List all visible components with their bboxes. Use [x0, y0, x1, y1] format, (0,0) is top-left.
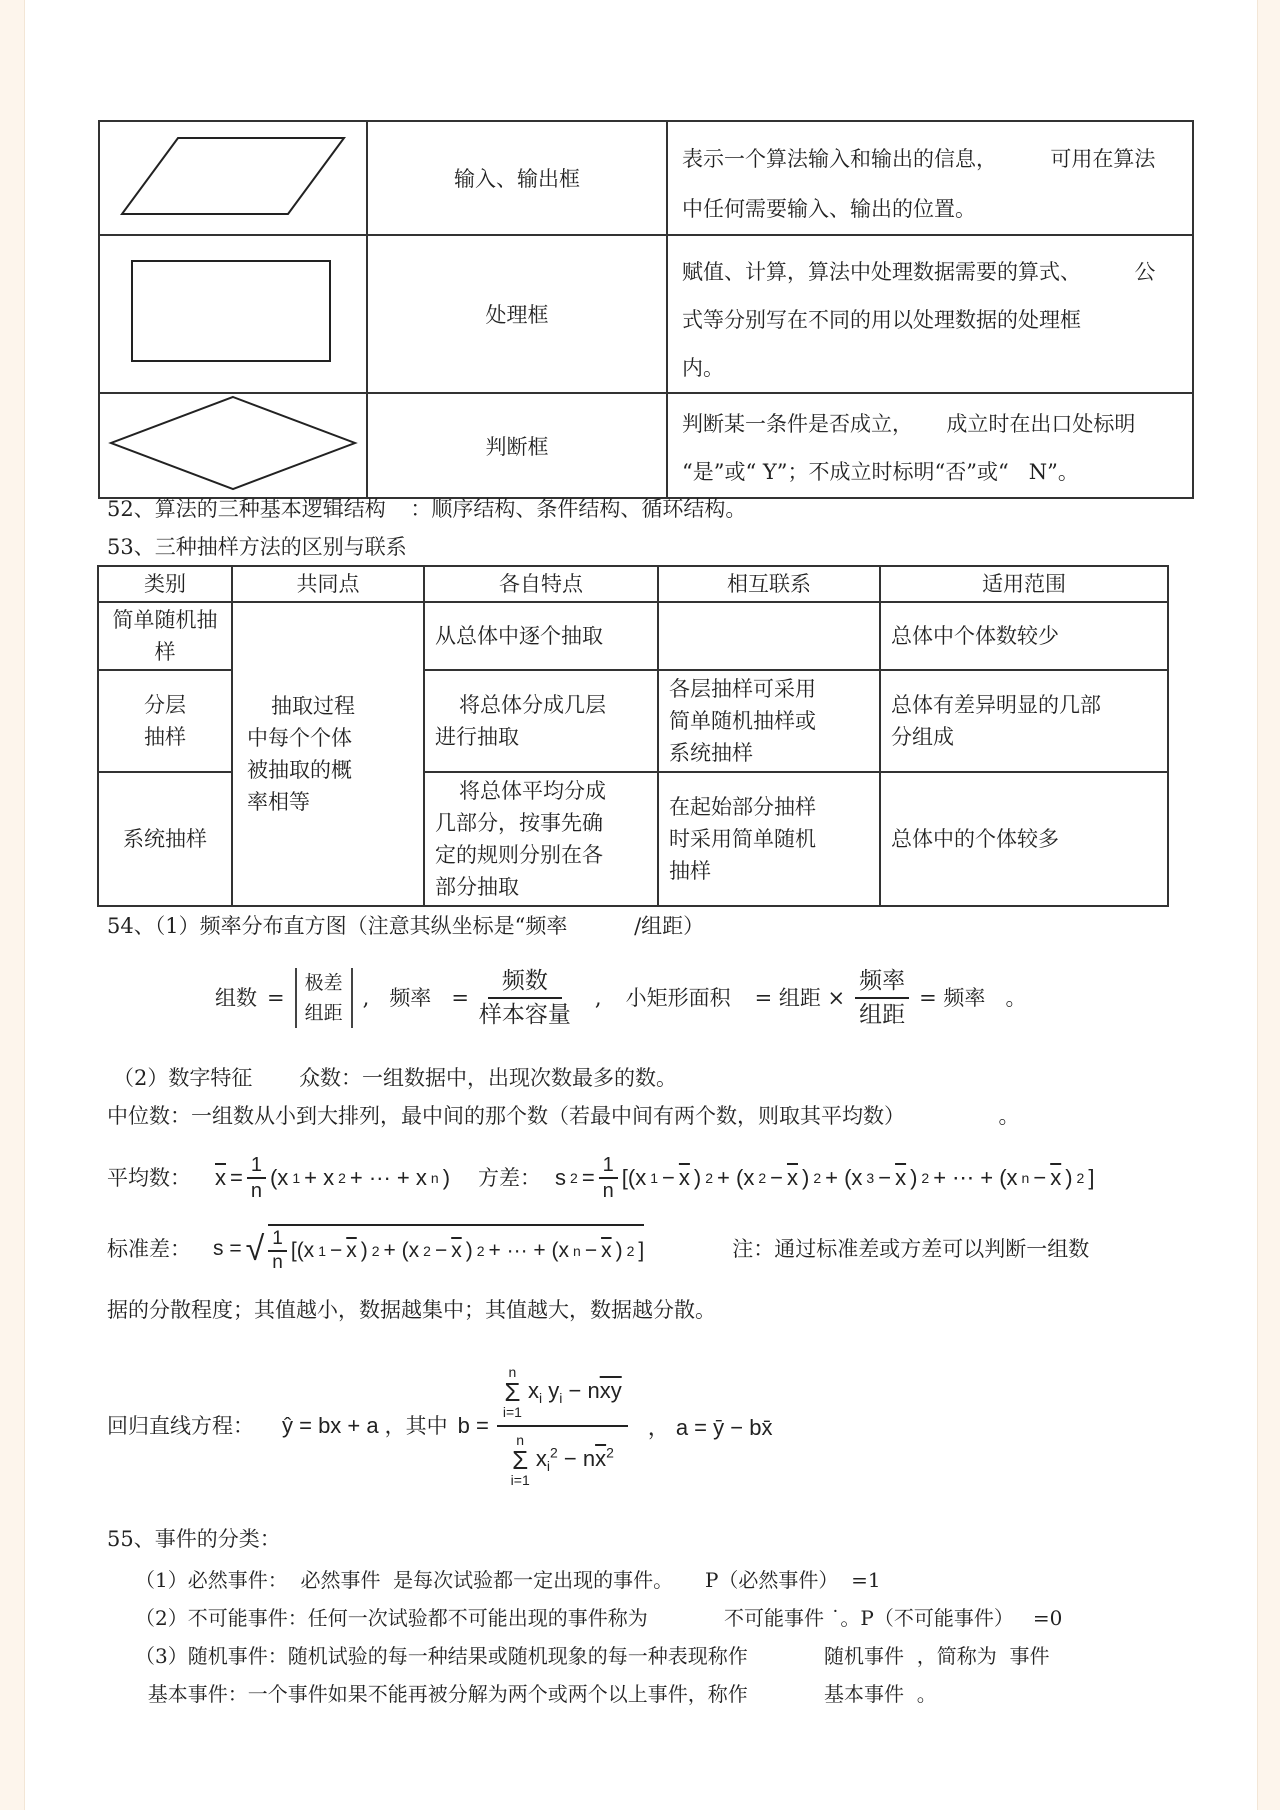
regression-label: 回归直线方程：	[107, 1414, 254, 1438]
diamond-icon	[108, 394, 358, 492]
item-53-title: 53、三种抽样方法的区别与联系	[107, 535, 407, 559]
regression-mid: ，其中	[384, 1414, 448, 1438]
category-cell	[98, 772, 232, 906]
event-line-1: （1）必然事件： 必然事件 是每次试验都一定出现的事件。 P（必然事件） =1	[135, 1568, 881, 1592]
header-cell: 适用范围	[880, 566, 1168, 602]
groups-label: 组数	[215, 986, 257, 1010]
event-line-3: （3）随机事件：随机试验的每一种结果或随机现象的每一种表现称作 随机事件 ，简称为 事件	[135, 1644, 1050, 1668]
header-cell: 类别	[98, 566, 232, 602]
shape-description	[667, 393, 1193, 498]
header-cell: 相互联系	[658, 566, 880, 602]
median-text: 中位数：一组数从小到大排列，最中间的那个数（若最中间有两个数，则取其平均数） 。	[107, 1104, 1020, 1128]
cell-line: 总体有差异明显的几部	[891, 693, 1101, 717]
shape-cell	[99, 121, 367, 235]
shape-description	[667, 235, 1193, 393]
regression-formula-row	[107, 1346, 772, 1506]
table-row	[99, 235, 1193, 393]
cell-line: 分层	[144, 693, 186, 717]
interval-denominator: 组距	[859, 1002, 906, 1028]
shape-name: 处理框	[367, 235, 667, 393]
count-label: 频数	[488, 965, 562, 999]
end-mark: 。	[1005, 986, 1027, 1010]
scope-cell	[880, 670, 1168, 772]
table-header-row	[98, 566, 1168, 602]
groups-fraction	[295, 968, 353, 1028]
cell-line: 将总体平均分成	[459, 779, 606, 803]
item-52	[107, 495, 746, 523]
feature-cell	[424, 602, 658, 670]
cell-line: 将总体分成几层	[459, 693, 606, 717]
desc-line: 表示一个算法输入和输出的信息， 可用在算法	[682, 147, 1156, 171]
regression-a: ， a = ȳ − bx̄	[647, 1414, 773, 1440]
cell-line: 抽取过程	[271, 694, 355, 718]
table-row	[99, 393, 1193, 498]
cell-line: 抽样	[144, 725, 186, 749]
scope-cell	[880, 772, 1168, 906]
scope-cell	[880, 602, 1168, 670]
header-cell: 共同点	[232, 566, 424, 602]
b-symbol: b =	[457, 1413, 489, 1438]
category-cell	[98, 602, 232, 670]
rect-area-label: 小矩形面积	[625, 986, 731, 1010]
desc-line: 内。	[682, 356, 724, 380]
item-55-title: 55、事件的分类：	[107, 1527, 281, 1551]
cell-line: 简单随机抽样或	[669, 709, 816, 733]
rectangle-icon	[128, 257, 338, 367]
std-formula-row	[107, 1218, 1089, 1280]
event-line-4: 基本事件：一个事件如果不能再被分解为两个或两个以上事件，称作 基本事件 。	[135, 1682, 937, 1706]
regression-line: ŷ = bx + a	[282, 1413, 379, 1438]
cell-line: 中每个个体	[247, 726, 352, 750]
std-formula: s = √ $\frac{1}{n}$ [(x 1 − $\overline{x}$ ) 2 + (x 2 − $\overline{x}$ ) 2 + ··· + (x n − $\overline{x}$ ) 2 ]	[213, 1224, 644, 1274]
variance-label: 方差：	[478, 1166, 542, 1190]
mean-formula: $\overline{x}$ = $\frac{1}{n}$ (x 1 + x 2 + ··· + x n )	[215, 1154, 451, 1202]
sampling-methods-table	[97, 565, 1169, 907]
cell-line: 系统抽样	[123, 827, 207, 851]
range-label: 极差	[304, 972, 343, 994]
parallelogram-icon	[118, 134, 348, 218]
cell-line: 率相等	[247, 790, 310, 814]
mean-variance-formulas	[107, 1148, 1094, 1208]
cell-line: 在起始部分抽样	[669, 795, 816, 819]
item-54-title: 54、（1）频率分布直方图（注意其纵坐标是“频率 /组距）	[107, 914, 705, 938]
item-52-label: 52、算法的三种基本逻辑结构	[107, 497, 386, 521]
cell-line: 定的规则分别在各	[435, 843, 603, 867]
common-cell	[232, 602, 424, 906]
mode-text: 众数：一组数据中，出现次数最多的数。	[299, 1066, 678, 1090]
cell-line: 几部分，按事先确	[435, 811, 603, 835]
table-row	[99, 121, 1193, 235]
variance-formula: s 2 = $\frac{1}{n}$ [(x 1 − $\overline{x}$ ) 2 + (x 2 − $\overline{x}$ ) 2 + (x 3 − $\overline{x}$ ) 2 + ⋯ + (x n − $\overline{x}$ ) 2 ]	[555, 1154, 1095, 1202]
feature-cell	[424, 772, 658, 906]
relation-cell	[658, 772, 880, 906]
cell-line: 抽样	[669, 859, 711, 883]
freq-per-interval-fraction	[855, 965, 909, 1031]
feature-cell	[424, 670, 658, 772]
rect-eq: = 组距 ×	[754, 986, 846, 1010]
category-cell	[98, 670, 232, 772]
desc-line: “是”或“ Y”；不成立时标明“否”或“ N”。	[682, 460, 1079, 484]
desc-line: 中任何需要输入、输出的位置。	[682, 197, 976, 221]
histogram-formula: 组数 = 极差 组距 , 频率 = $\frac{\text{频数}}{\text{样本容量}}$ , 小矩形面积 = 组距 × $\frac{\text{频率}}{\text{组距}}$ = 频率 。	[215, 962, 1026, 1034]
desc-line: 式等分别写在不同的用以处理数据的处理框	[682, 308, 1081, 332]
shape-name: 输入、输出框	[367, 121, 667, 235]
interval-label: 组距	[304, 1002, 343, 1024]
event-line-2: （2）不可能事件：任何一次试验都不可能出现的事件称为 不可能事件 ˙。P（不可能事件） =0	[135, 1606, 1063, 1630]
cell-line: 各层抽样可采用	[669, 677, 816, 701]
flowchart-symbol-table	[98, 120, 1194, 499]
part2-title: （2）数字特征	[113, 1066, 253, 1090]
shape-cell	[99, 235, 367, 393]
sample-size-label: 样本容量	[478, 1002, 571, 1028]
desc-line: 赋值、计算，算法中处理数据需要的算式、 公	[682, 260, 1156, 284]
cell-line: 总体中的个体较多	[891, 827, 1059, 851]
freq-numerator: 频率	[855, 965, 909, 999]
document-page	[24, 0, 1258, 1810]
shape-description	[667, 121, 1193, 235]
mean-label: 平均数：	[107, 1166, 191, 1190]
cell-line: 时采用简单随机	[669, 827, 816, 851]
cell-line: 部分抽取	[435, 875, 519, 899]
relation-cell	[658, 602, 880, 670]
cell-line: 简单随机抽	[112, 608, 218, 632]
cell-line: 系统抽样	[669, 741, 753, 765]
cell-line: 从总体中逐个抽取	[435, 624, 603, 648]
desc-line: 判断某一条件是否成立， 成立时在出口处标明	[682, 412, 1136, 436]
shape-cell	[99, 393, 367, 498]
std-label: 标准差：	[107, 1237, 191, 1261]
cell-line: 分组成	[891, 725, 954, 749]
b-fraction: n Σ i=1 $x_i$ $y_i - n\overline{xy}$ n Σ i=1 $x_i^2 - n\overline{x}^2$	[497, 1365, 628, 1487]
cell-line: 进行抽取	[435, 725, 519, 749]
shape-name: 判断框	[367, 393, 667, 498]
note-text: 注：通过标准差或方差可以判断一组数	[732, 1237, 1090, 1261]
freq-label: 频率	[389, 986, 432, 1010]
relation-cell	[658, 670, 880, 772]
numeric-features	[113, 1064, 677, 1092]
cell-line: 样	[154, 640, 176, 664]
cell-line: 被抽取的概	[247, 758, 352, 782]
freq-fraction	[479, 965, 571, 1031]
freq-result: = 频率	[919, 986, 986, 1010]
note-text-2: 据的分散程度；其值越小，数据越集中；其值越大，数据越分散。	[107, 1298, 716, 1322]
cell-line: 总体中个体数较少	[891, 624, 1059, 648]
table-row	[98, 602, 1168, 670]
item-52-text: ：顺序结构、条件结构、循环结构。	[410, 497, 747, 521]
header-cell: 各自特点	[424, 566, 658, 602]
